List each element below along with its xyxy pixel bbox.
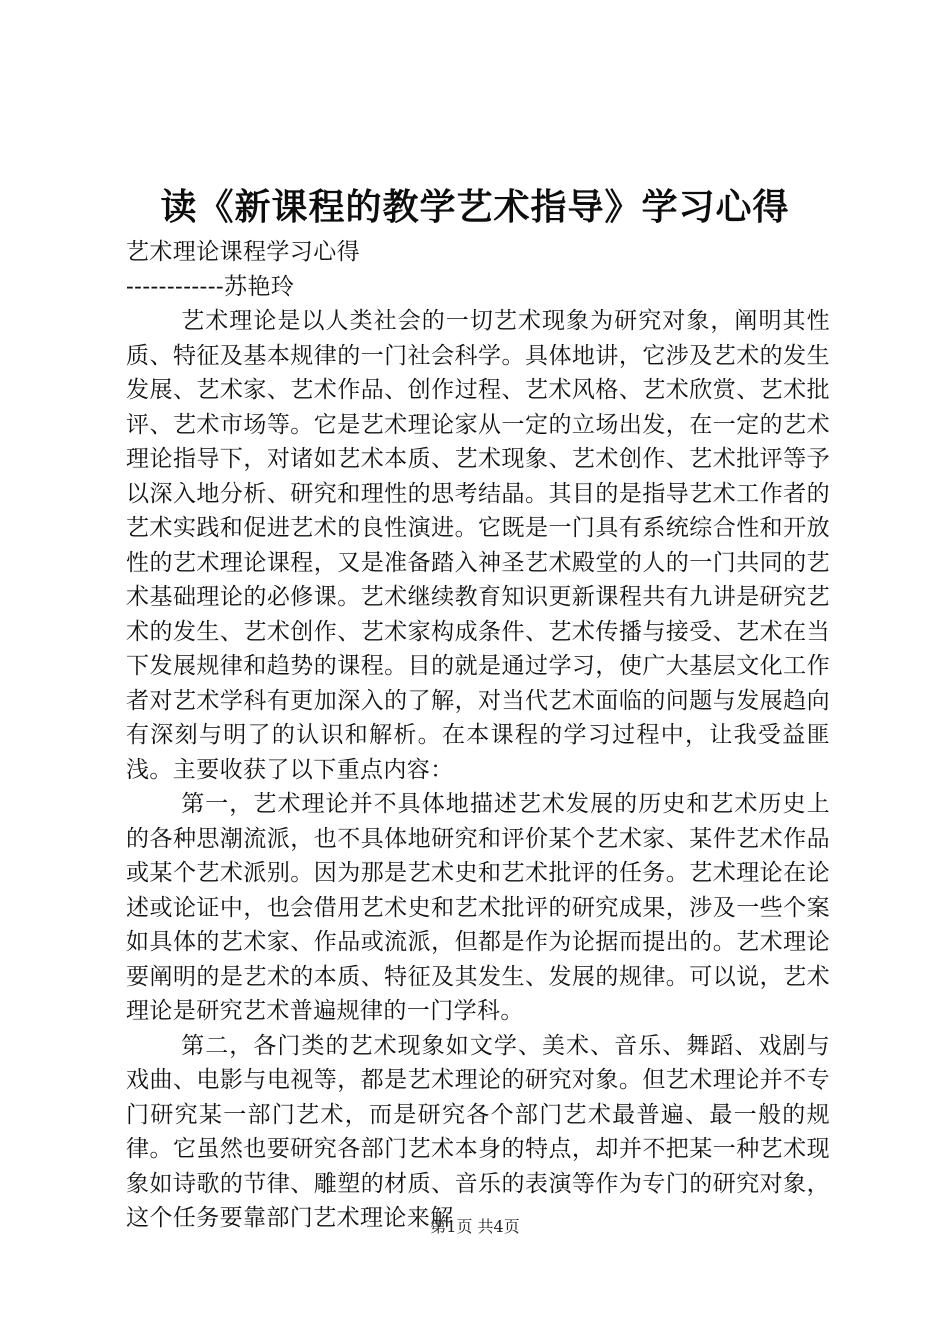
- document-body: [126, 235, 830, 1236]
- paragraph-intro: 艺术理论是以人类社会的一切艺术现象为研究对象，阐明其性质、特征及基本规律的一门社会科学。具体地讲，它涉及艺术的发生发展、艺术家、艺术作品、创作过程、艺术风格、艺术欣赏、艺术批评、艺术市场等。它是艺术理论家从一定的立场出发，在一定的艺术理论指导下，对诸如艺术本质、艺术现象、艺术创作、艺术批评等予以深入地分析、研究和理性的思考结晶。其目的是指导艺术工作者的艺术实践和促进艺术的良性演进。它既是一门具有系统综合性和开放性的艺术理论课程，又是准备踏入神圣艺术殿堂的人的一门共同的艺术基础理论的必修课。艺术继续教育知识更新课程共有九讲是研究艺术的发生、艺术创作、艺术家构成条件、艺术传播与接受、艺术在当下发展规律和趋势的课程。目的就是通过学习，使广大基层文化工作者对艺术学科有更加深入的了解，对当代艺术面临的问题与发展趋向有深刻与明了的认识和解析。在本课程的学习过程中，让我受益匪浅。主要收获了以下重点内容：: [126, 308, 830, 783]
- author-line: ------------苏艳玲: [126, 273, 295, 300]
- paragraph-second-point: 第二，各门类的艺术现象如文学、美术、音乐、舞蹈、戏剧与戏曲、电影与电视等，都是艺术理论的研究对象。但艺术理论并不专门研究某一部门艺术，而是研究各个部门艺术最普遍、最一般的规律。它虽然也要研究各部门艺术本身的特点，却并不把某一种艺术现象如诗歌的节律、雕塑的材质、音乐的表演等作为专门的研究对象，这个任务要靠部门艺术理论来解: [126, 1032, 830, 1231]
- page-number-footer: 第1页 共4页: [430, 1217, 520, 1236]
- document-title: 读《新课程的教学艺术指导》学习心得: [160, 186, 790, 228]
- subtitle: 艺术理论课程学习心得: [126, 239, 360, 265]
- paragraph-first-point: 第一，艺术理论并不具体地描述艺术发展的历史和艺术历史上的各种思潮流派，也不具体地研究和评价某个艺术家、某件艺术作品或某个艺术派别。因为那是艺术史和艺术批评的任务。艺术理论在论述或论证中，也会借用艺术史和艺术批评的研究成果，涉及一些个案如具体的艺术家、作品或流派，但都是作为论据而提出的。艺术理论要阐明的是艺术的本质、特征及其发生、发展的规律。可以说，艺术理论是研究艺术普遍规律的一门学科。: [126, 791, 830, 1024]
